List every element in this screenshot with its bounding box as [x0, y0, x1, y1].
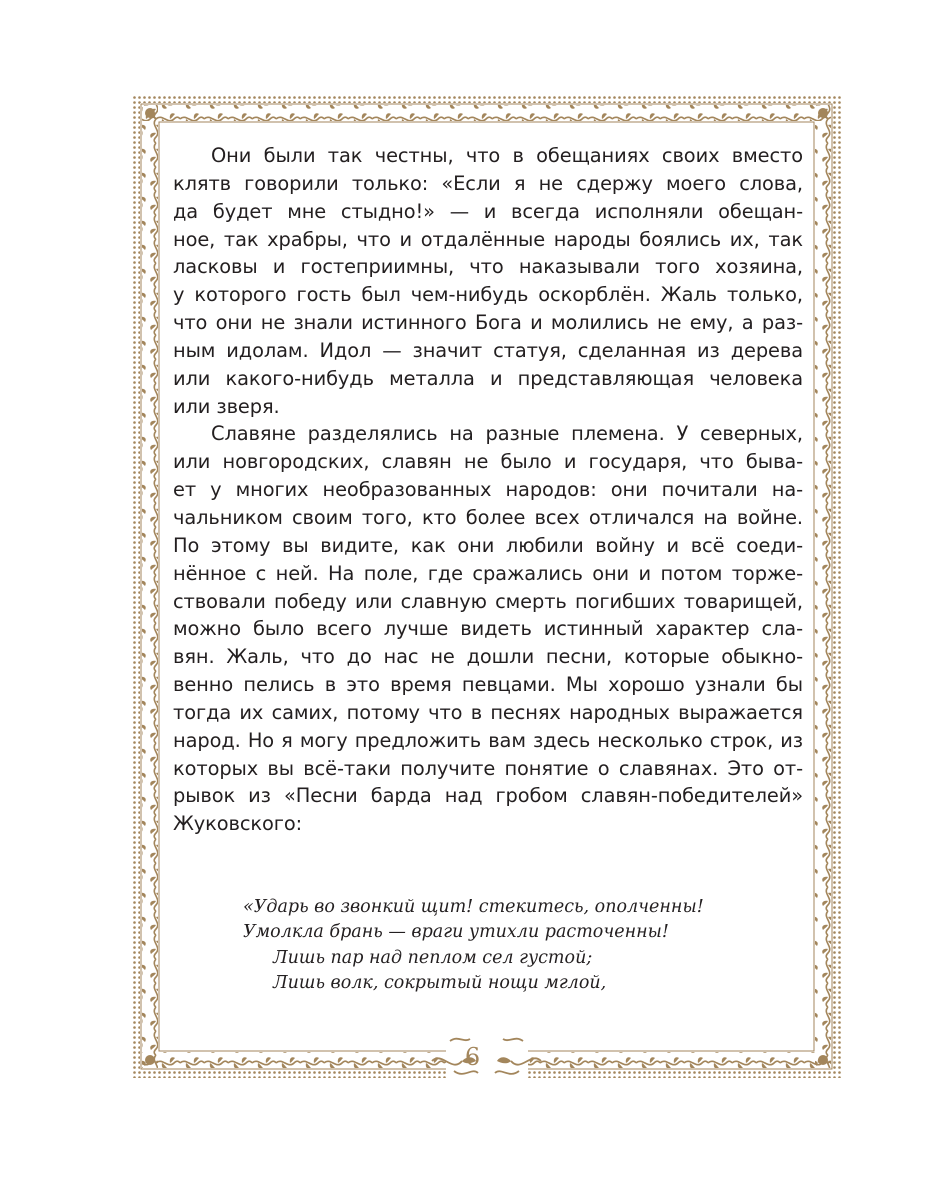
- text-line: народ. Но я могу предложить вам здесь несколько строк, из: [173, 728, 803, 752]
- text-line: Они были так честны, что в обещаниях своих вместо: [211, 144, 803, 167]
- text-line: да будет мне стыдно!» — и всегда исполняли обещан-: [173, 199, 803, 223]
- text-line: или какого-нибудь металла и представляющая человека: [173, 366, 803, 390]
- text-line: Славяне разделялись на разные племена. У северных,: [211, 422, 803, 446]
- text-line: которых вы всё-таки получите понятие о славянах. Это от-: [173, 756, 803, 780]
- text-line: что они не знали истинного Бога и молились не ему, а раз-: [173, 311, 803, 335]
- text-line: По этому вы видите, как они любили войну и всё соеди-: [173, 533, 803, 557]
- text-line: чальником своим того, кто более всех отличался на войне.: [173, 505, 803, 529]
- text-line: вян. Жаль, что до нас не дошли песни, которые обыкно-: [173, 645, 803, 669]
- page-number: 6: [464, 1043, 481, 1071]
- poem-excerpt: [243, 895, 763, 997]
- text-line: ствовали победу или славную смерть погибших товарищей,: [173, 589, 803, 613]
- text-line: клятв говорили только: «Если я не сдержу моего слова,: [173, 171, 803, 195]
- text-line: ное, так храбры, что и отдалённые народы боялись их, так: [173, 227, 803, 251]
- text-line: венно пелись в это время певцами. Мы хорошо узнали бы: [173, 673, 803, 697]
- poem-line: «Ударь во звонкий щит! стекитесь, ополченны!: [243, 897, 704, 917]
- poem-line: Умолкла брань — враги утихли расточенны!: [243, 922, 669, 943]
- text-line: Жуковского:: [173, 812, 303, 836]
- paragraph-2: [173, 420, 803, 838]
- text-line: ет у многих необразованных народов: они почитали на-: [173, 478, 803, 502]
- paragraph-1: [173, 142, 803, 420]
- text-line: тогда их самих, потому что в песнях народных выражается: [173, 700, 803, 724]
- text-line: нённое с ней. На поле, где сражались они и потом торже-: [173, 561, 803, 585]
- poem-line: Лишь пар над пеплом сел густой;: [273, 947, 593, 968]
- text-line: или зверя.: [173, 394, 280, 418]
- text-line: рывок из «Песни барда над гробом славян-победителей»: [173, 784, 803, 808]
- body-text: [173, 142, 803, 838]
- poem-line: Лишь волк, сокрытый нощи мглой,: [273, 973, 607, 994]
- text-line: ным идолам. Идол — значит статуя, сделанная из дерева: [173, 338, 803, 362]
- text-line: можно было всего лучше видеть истинный характер сла-: [173, 617, 803, 641]
- text-line: у которого гость был чем-нибудь оскорблён. Жаль только,: [173, 283, 803, 307]
- text-line: или новгородских, славян не было и государя, что быва-: [173, 450, 803, 474]
- text-line: ласковы и гостеприимны, что наказывали того хозяина,: [173, 255, 803, 279]
